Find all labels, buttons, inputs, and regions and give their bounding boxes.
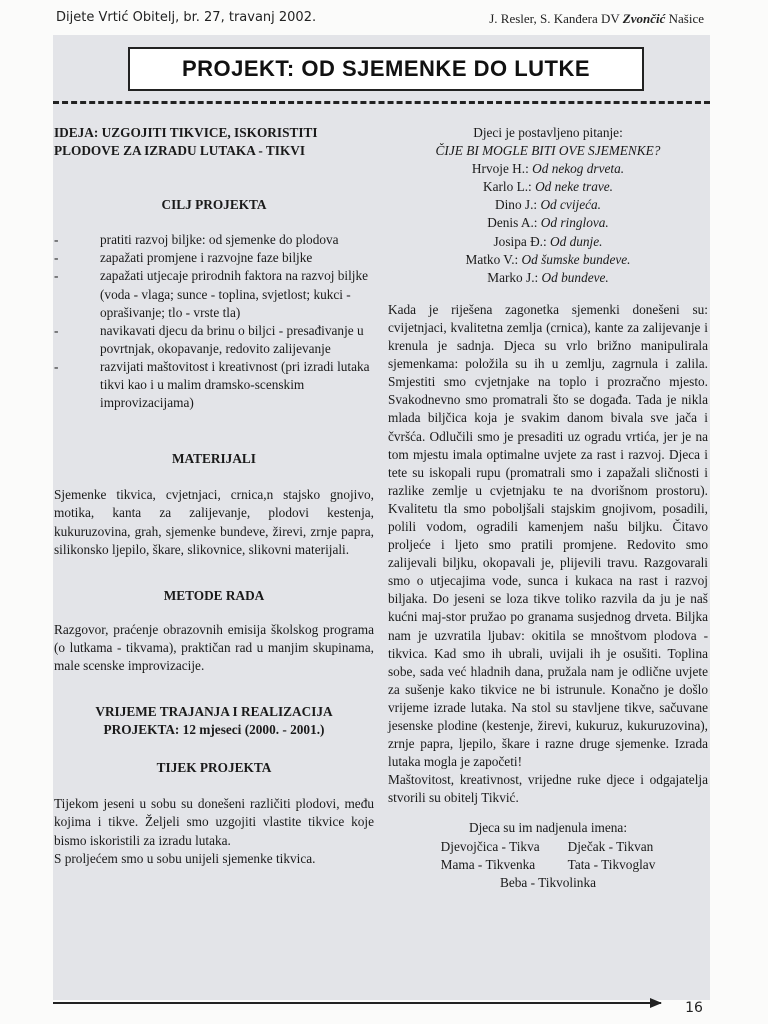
- right-column: [388, 124, 708, 892]
- methods-heading: METODE RADA: [163, 587, 265, 603]
- child-answer: Od bundeve.: [541, 269, 609, 285]
- answer-line: [388, 178, 708, 196]
- child-answer: Od cvijeća.: [540, 197, 601, 213]
- flow-text-2: S proljećem smo u sobu unijeli sjemenke tikvica.: [54, 850, 316, 866]
- puppet-name: Tata - Tikvoglav: [567, 856, 656, 872]
- methods-text: Razgovor, praćenje obrazovnih emisija školskog programa (o lutkama - tikvama), praktičan rad u manjim skupinama, male scenske improvizacije.: [54, 621, 374, 673]
- goal-item: - zapažati promjene i razvojne faze biljke: [54, 249, 374, 267]
- answer-line: [388, 214, 708, 232]
- flow-heading: TIJEK PROJEKTA: [156, 760, 272, 776]
- goal-item: - navikavati djecu da brinu o biljci - presađivanje u povrtnjak, okopavanje, redovito zalijevanje: [54, 322, 374, 358]
- answer-line: [388, 196, 708, 214]
- duration-heading: VRIJEME TRAJANJA I REALIZACIJA: [95, 704, 333, 720]
- goal-item: - razvijati maštovitost i kreativnost (pri izradi lutaka tikvi kao i u malim dramsko-scenskim improvizacijama): [54, 358, 374, 412]
- child-name: Matko V.:: [465, 251, 519, 267]
- left-column: [54, 124, 374, 868]
- puppet-name: Dječak - Tikvan: [567, 838, 654, 854]
- header-city: Našice: [668, 11, 704, 26]
- duration-heading-line-2: PROJEKTA: 12 mjeseci (2000. - 2001.): [103, 722, 325, 738]
- idea-heading: IDEJA: UZGOJITI TIKVICE, ISKORISTITI PLODOVE ZA IZRADU LUTAKA - TIKVI: [54, 125, 318, 159]
- puppet-name-last: Beba - Tikvolinka: [499, 874, 597, 890]
- header-authors-names: J. Resler, S. Kanđera DV: [489, 11, 620, 26]
- child-name: Josipa Đ.:: [493, 233, 547, 249]
- puppet-name: Djevojčica - Tikva: [440, 838, 540, 854]
- article-title: PROJEKT: OD SJEMENKE DO LUTKE: [128, 47, 644, 91]
- puppet-name: Mama - Tikvenka: [440, 856, 536, 872]
- question-text: ČIJE BI MOGLE BITI OVE SJEMENKE?: [435, 143, 661, 159]
- child-name: Dino J.:: [495, 197, 538, 213]
- question-intro: Djeci je postavljeno pitanje:: [473, 125, 623, 140]
- child-name: Marko J.:: [487, 269, 539, 285]
- answer-line: [388, 269, 708, 287]
- goal-item: - pratiti razvoj biljke: od sjemenke do plodova: [54, 231, 374, 249]
- goal-list: [54, 231, 374, 412]
- answer-line: [388, 251, 708, 269]
- child-name: Hrvoje H.:: [471, 161, 529, 177]
- story-text: Kada je riješena zagonetka sjemenki donešeni su: cvijetnjaci, kvalitetna zemlja (crnica), kante za zalijevanje i krenula je sadnja. Djeca su vrlo brižno manipulirala sjemenkama: položila su ih u zemlju, zagrnula i zalila. Smjestiti smo cvjetnjake na toplo i prozračno mjesto. Svakodnevno smo promatrali što se događa. Tada je nikla mlada biljčica koja je svakim danom bivala sve jača i čvršća. Odlučili smo je presaditi uz ogradu vrtića, jer je na tom mjestu imala optimalne uvjete za rast i razvoj. Djeca i tete su iskopali rupu (promatrali smo i zapažali sličnosti i razlike zemlje u cvjetnjaku te na dvorišnom prostoru). Kvalitetu tla smo poboljšali stajskim gnojivom, posadili, polili vodom, ogradili kamenjem našu biljku. Čitavo proljeće i ljeto smo pratili promjene. Redovito smo zalijevali biljku, okopavali je, plijevili travu. Razgovarali smo o utjecajima vode, sunca i kukaca na rast i razvoj biljaka. Do jeseni se loza tikve toliko razvila da ju je naš kućni maj-stor pružao po granama susjednog drveta. Biljka nam je uzvratila ljubav: okitila se mnoštvom plodova - tikvica. Kad smo ih ubrali, uvijali ih je osušiti. Toplina sobe, sada već hladnih dana, pružala nam je odlične uvjete za sušenje kako tikvice ne bi istrunule. Konačno je došlo vrijeme izrade lutaka. Na stol su stavljene tikve, sačuvane jesenske plodine (kestenje, žirevi, kukuruz, kukuruzovina), zrnje papra, ljepilo, škare i razne druge sjemenke. Izrada lutaka mogla je započeti!: [388, 301, 708, 770]
- names-intro: Djeca su im nadjenula imena:: [468, 820, 628, 836]
- materials-text: Sjemenke tikvica, cvjetnjaci, crnica,n stajsko gnojivo, motika, kanta za zalijevanje, plodovi kestenja, kukuruzovina, grah, sjemenke bundeve, žirevi, zrnje papra, silikonsko ljepilo, škare, slikovnice, slikovni materijali.: [54, 487, 374, 557]
- materials-heading: MATERIJALI: [172, 451, 256, 467]
- child-answer: Od nekog drveta.: [532, 161, 625, 177]
- child-answer: Od ringlova.: [540, 215, 609, 231]
- header-school-name: Zvončić: [622, 11, 666, 26]
- goal-heading: CILJ PROJEKTA: [161, 197, 267, 213]
- footer-arrow-icon: [650, 998, 662, 1008]
- goal-item: - zapažati utjecaje prirodnih faktora na razvoj biljke (voda - vlaga; sunce - toplina, svjetlost; kukci - oprašivanje; tlo - vrste tla): [54, 267, 374, 321]
- dashed-divider: [53, 101, 710, 104]
- page-number: 16: [685, 1000, 703, 1016]
- child-answer: Od dunje.: [550, 233, 603, 249]
- header-authors: [489, 11, 704, 27]
- child-name: Karlo L.:: [483, 179, 532, 195]
- footer-arrow-line: [53, 1002, 661, 1004]
- closing-text: Maštovitost, kreativnost, vrijedne ruke djece i odgajatelja stvorili su obitelj Tikvić.: [388, 772, 708, 806]
- flow-text: Tijekom jeseni u sobu su donešeni različiti plodovi, među kojima i tikve. Željeli smo uzgojiti vlastite tikvice koje bismo iskoristili za izradu lutaka.: [54, 796, 374, 848]
- puppet-names: [388, 838, 708, 874]
- answer-line: [388, 160, 708, 178]
- child-name: Denis A.:: [487, 215, 538, 231]
- child-answer: Od neke trave.: [535, 179, 613, 195]
- child-answer: Od šumske bundeve.: [521, 251, 631, 267]
- header-publication: Dijete Vrtić Obitelj, br. 27, travanj 2002.: [56, 10, 317, 25]
- answer-line: [388, 233, 708, 251]
